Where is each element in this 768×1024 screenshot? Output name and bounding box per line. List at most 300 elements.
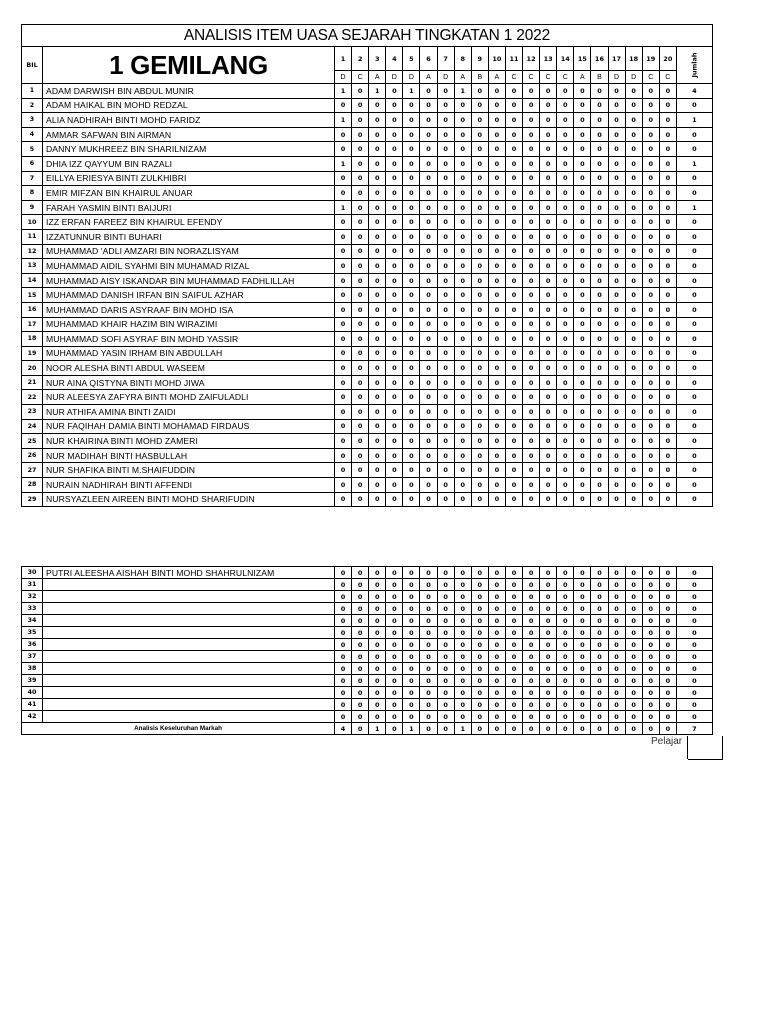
score-cell: 0	[420, 448, 437, 463]
score-cell: 0	[369, 98, 386, 113]
student-name: NUR SHAFIKA BINTI M.SHAIFUDDIN	[43, 463, 335, 478]
student-name	[43, 687, 335, 699]
row-number: 7	[22, 171, 43, 186]
question-number: 15	[574, 47, 591, 71]
score-cell: 0	[369, 244, 386, 259]
score-cell: 0	[437, 142, 454, 157]
score-cell: 0	[454, 229, 471, 244]
score-cell: 0	[352, 273, 369, 288]
answer-key: D	[403, 71, 420, 84]
student-name: NUR AINA QISTYNA BINTI MOHD JIWA	[43, 375, 335, 390]
score-cell: 0	[369, 346, 386, 361]
question-number: 11	[505, 47, 522, 71]
score-cell: 0	[471, 302, 488, 317]
score-cell: 0	[369, 375, 386, 390]
score-cell: 0	[369, 463, 386, 478]
answer-key: C	[659, 71, 676, 84]
score-cell: 0	[454, 171, 471, 186]
score-cell: 0	[335, 627, 352, 639]
row-number: 31	[22, 579, 43, 591]
score-cell: 0	[386, 142, 403, 157]
score-cell: 0	[625, 405, 642, 420]
score-cell: 0	[591, 567, 608, 579]
score-cell: 0	[540, 302, 557, 317]
score-cell: 0	[403, 639, 420, 651]
score-cell: 0	[642, 579, 659, 591]
score-cell: 0	[523, 288, 540, 303]
score-cell: 0	[642, 127, 659, 142]
score-cell: 0	[420, 84, 437, 99]
score-cell: 0	[403, 478, 420, 493]
score-cell: 0	[352, 229, 369, 244]
score-cell: 0	[437, 346, 454, 361]
score-cell: 0	[352, 113, 369, 128]
score-cell: 0	[454, 244, 471, 259]
row-total: 0	[676, 434, 712, 449]
student-name: MUHAMMAD SOFI ASYRAF BIN MOHD YASSIR	[43, 332, 335, 347]
answer-key: C	[540, 71, 557, 84]
score-cell: 0	[625, 302, 642, 317]
score-cell: 0	[403, 711, 420, 723]
score-cell: 0	[574, 579, 591, 591]
score-cell: 0	[403, 405, 420, 420]
score-cell: 0	[454, 419, 471, 434]
score-cell: 0	[659, 591, 676, 603]
score-cell: 0	[523, 317, 540, 332]
table-row	[22, 463, 713, 478]
table-row	[22, 627, 713, 639]
score-cell: 0	[437, 675, 454, 687]
student-name: ALIA NADHIRAH BINTI MOHD FARIDZ	[43, 113, 335, 128]
score-cell: 0	[471, 186, 488, 201]
score-cell: 0	[505, 113, 522, 128]
score-cell: 0	[591, 699, 608, 711]
student-name: MUHAMMAD AISY ISKANDAR BIN MUHAMMAD FADHLILLAH	[43, 273, 335, 288]
score-cell: 0	[420, 603, 437, 615]
score-cell: 0	[608, 98, 625, 113]
score-cell: 0	[403, 156, 420, 171]
score-cell: 0	[369, 699, 386, 711]
score-cell: 0	[335, 663, 352, 675]
summary-score: 0	[608, 723, 625, 735]
question-number: 4	[386, 47, 403, 71]
score-cell: 0	[574, 156, 591, 171]
score-cell: 0	[437, 687, 454, 699]
question-number: 8	[454, 47, 471, 71]
score-cell: 0	[454, 127, 471, 142]
score-cell: 0	[557, 419, 574, 434]
score-cell: 0	[420, 615, 437, 627]
score-cell: 0	[574, 663, 591, 675]
answer-key: C	[557, 71, 574, 84]
score-cell: 0	[625, 244, 642, 259]
score-cell: 0	[386, 361, 403, 376]
score-cell: 0	[403, 200, 420, 215]
score-cell: 0	[437, 288, 454, 303]
score-cell: 0	[437, 361, 454, 376]
score-cell: 0	[540, 229, 557, 244]
score-cell: 0	[608, 405, 625, 420]
score-cell: 0	[352, 346, 369, 361]
score-cell: 0	[488, 579, 505, 591]
score-cell: 0	[557, 346, 574, 361]
score-cell: 0	[403, 434, 420, 449]
table-row	[22, 288, 713, 303]
score-cell: 0	[505, 591, 522, 603]
score-cell: 0	[540, 346, 557, 361]
row-total: 0	[676, 675, 712, 687]
score-cell: 0	[454, 711, 471, 723]
score-cell: 0	[386, 288, 403, 303]
score-cell: 0	[608, 317, 625, 332]
score-cell: 0	[352, 567, 369, 579]
row-number: 19	[22, 346, 43, 361]
score-cell: 0	[642, 390, 659, 405]
score-cell: 0	[591, 98, 608, 113]
score-cell: 0	[540, 711, 557, 723]
score-cell: 0	[369, 317, 386, 332]
score-cell: 0	[557, 288, 574, 303]
score-cell: 0	[454, 332, 471, 347]
row-number: 23	[22, 405, 43, 420]
score-cell: 0	[659, 651, 676, 663]
score-cell: 0	[454, 687, 471, 699]
score-cell: 0	[352, 200, 369, 215]
score-cell: 0	[505, 332, 522, 347]
score-cell: 0	[505, 687, 522, 699]
score-cell: 0	[523, 346, 540, 361]
score-cell: 0	[420, 639, 437, 651]
score-cell: 0	[437, 302, 454, 317]
student-name	[43, 663, 335, 675]
score-cell: 0	[659, 627, 676, 639]
score-cell: 0	[523, 591, 540, 603]
score-cell: 0	[557, 492, 574, 507]
score-cell: 0	[659, 215, 676, 230]
score-cell: 0	[523, 579, 540, 591]
score-cell: 0	[420, 390, 437, 405]
score-cell: 0	[488, 567, 505, 579]
score-cell: 0	[523, 273, 540, 288]
score-cell: 0	[505, 229, 522, 244]
score-cell: 0	[540, 200, 557, 215]
score-cell: 0	[540, 663, 557, 675]
score-cell: 0	[437, 478, 454, 493]
score-cell: 0	[625, 567, 642, 579]
score-cell: 0	[574, 171, 591, 186]
score-cell: 0	[454, 591, 471, 603]
row-total: 0	[676, 302, 712, 317]
student-name: MUHAMMAD AIDIL SYAHMI BIN MUHAMAD RIZAL	[43, 259, 335, 274]
score-cell: 0	[540, 567, 557, 579]
score-cell: 0	[420, 142, 437, 157]
score-cell: 0	[471, 603, 488, 615]
score-cell: 0	[574, 639, 591, 651]
score-cell: 0	[488, 127, 505, 142]
score-cell: 0	[574, 244, 591, 259]
row-number: 20	[22, 361, 43, 376]
score-cell: 0	[471, 615, 488, 627]
score-cell: 0	[659, 478, 676, 493]
score-cell: 0	[642, 317, 659, 332]
row-total: 0	[676, 142, 712, 157]
score-cell: 0	[574, 627, 591, 639]
row-number: 21	[22, 375, 43, 390]
score-cell: 0	[403, 259, 420, 274]
row-number: 11	[22, 229, 43, 244]
score-cell: 0	[625, 98, 642, 113]
score-cell: 0	[608, 615, 625, 627]
score-cell: 0	[557, 405, 574, 420]
table-row	[22, 434, 713, 449]
score-cell: 0	[352, 317, 369, 332]
score-cell: 0	[369, 127, 386, 142]
score-cell: 0	[471, 448, 488, 463]
score-cell: 0	[540, 651, 557, 663]
score-cell: 0	[437, 579, 454, 591]
student-name	[43, 579, 335, 591]
score-cell: 0	[557, 244, 574, 259]
score-cell: 0	[642, 567, 659, 579]
score-cell: 0	[574, 405, 591, 420]
score-cell: 0	[471, 699, 488, 711]
question-number: 20	[659, 47, 676, 71]
score-cell: 0	[488, 615, 505, 627]
student-name	[43, 699, 335, 711]
score-cell: 0	[335, 288, 352, 303]
score-cell: 0	[574, 346, 591, 361]
score-cell: 0	[557, 579, 574, 591]
score-cell: 0	[608, 215, 625, 230]
score-cell: 0	[420, 113, 437, 128]
score-cell: 0	[352, 434, 369, 449]
score-cell: 0	[574, 200, 591, 215]
score-cell: 0	[386, 375, 403, 390]
score-cell: 0	[437, 591, 454, 603]
table-row	[22, 687, 713, 699]
score-cell: 0	[591, 651, 608, 663]
question-number: 16	[591, 47, 608, 71]
score-cell: 0	[471, 663, 488, 675]
score-cell: 0	[659, 98, 676, 113]
score-cell: 0	[642, 229, 659, 244]
score-cell: 0	[403, 98, 420, 113]
score-cell: 0	[488, 302, 505, 317]
score-cell: 0	[540, 603, 557, 615]
student-name: IZZATUNNUR BINTI BUHARI	[43, 229, 335, 244]
score-cell: 0	[386, 405, 403, 420]
score-cell: 0	[608, 567, 625, 579]
score-cell: 0	[523, 375, 540, 390]
score-cell: 0	[352, 361, 369, 376]
score-cell: 0	[659, 639, 676, 651]
jumlah-header	[676, 47, 712, 84]
score-cell: 0	[403, 273, 420, 288]
score-cell: 0	[625, 215, 642, 230]
score-cell: 0	[454, 98, 471, 113]
score-cell: 0	[659, 663, 676, 675]
score-cell: 0	[386, 215, 403, 230]
score-cell: 0	[488, 478, 505, 493]
score-cell: 0	[335, 375, 352, 390]
score-cell: 0	[437, 375, 454, 390]
row-total: 0	[676, 492, 712, 507]
score-cell: 0	[335, 639, 352, 651]
score-cell: 0	[352, 186, 369, 201]
table-row	[22, 579, 713, 591]
score-cell: 0	[505, 259, 522, 274]
score-cell: 0	[437, 113, 454, 128]
row-number: 41	[22, 699, 43, 711]
score-cell: 1	[403, 84, 420, 99]
score-cell: 0	[557, 259, 574, 274]
score-cell: 0	[488, 215, 505, 230]
table-row	[22, 405, 713, 420]
score-cell: 0	[540, 627, 557, 639]
student-name	[43, 627, 335, 639]
score-cell: 0	[454, 405, 471, 420]
score-cell: 0	[557, 699, 574, 711]
row-number: 28	[22, 478, 43, 493]
score-cell: 0	[642, 711, 659, 723]
score-cell: 0	[369, 627, 386, 639]
score-cell: 0	[591, 273, 608, 288]
score-cell: 0	[557, 84, 574, 99]
score-cell: 0	[420, 288, 437, 303]
score-cell: 0	[471, 346, 488, 361]
score-cell: 0	[557, 215, 574, 230]
score-cell: 0	[335, 492, 352, 507]
score-cell: 0	[591, 711, 608, 723]
score-cell: 0	[386, 675, 403, 687]
score-cell: 0	[659, 127, 676, 142]
score-cell: 0	[523, 651, 540, 663]
question-number: 2	[352, 47, 369, 71]
summary-score: 0	[625, 723, 642, 735]
score-cell: 0	[403, 390, 420, 405]
score-cell: 0	[523, 215, 540, 230]
score-cell: 0	[420, 651, 437, 663]
score-cell: 0	[369, 434, 386, 449]
score-cell: 0	[471, 259, 488, 274]
score-cell: 0	[574, 361, 591, 376]
row-number: 27	[22, 463, 43, 478]
score-cell: 0	[625, 463, 642, 478]
score-cell: 0	[625, 127, 642, 142]
score-cell: 0	[625, 84, 642, 99]
score-cell: 0	[335, 434, 352, 449]
score-cell: 0	[335, 567, 352, 579]
score-cell: 0	[437, 711, 454, 723]
score-cell: 0	[540, 84, 557, 99]
score-cell: 0	[471, 591, 488, 603]
score-cell: 0	[488, 273, 505, 288]
score-cell: 0	[403, 186, 420, 201]
score-cell: 0	[540, 699, 557, 711]
score-cell: 0	[352, 244, 369, 259]
score-cell: 0	[523, 127, 540, 142]
score-cell: 0	[386, 259, 403, 274]
score-cell: 0	[608, 687, 625, 699]
score-cell: 0	[642, 215, 659, 230]
bil-header: BIL	[22, 47, 43, 84]
row-number: 34	[22, 615, 43, 627]
row-number: 38	[22, 663, 43, 675]
score-cell: 0	[540, 675, 557, 687]
score-cell: 0	[540, 332, 557, 347]
score-cell: 0	[557, 186, 574, 201]
score-cell: 0	[454, 603, 471, 615]
score-cell: 0	[403, 375, 420, 390]
score-cell: 0	[454, 478, 471, 493]
score-cell: 0	[369, 567, 386, 579]
score-cell: 0	[625, 663, 642, 675]
summary-score: 1	[454, 723, 471, 735]
row-number: 8	[22, 186, 43, 201]
score-cell: 0	[352, 579, 369, 591]
score-cell: 0	[557, 448, 574, 463]
student-name: NUR ATHIFA AMINA BINTI ZAIDI	[43, 405, 335, 420]
score-cell: 0	[591, 478, 608, 493]
score-cell: 0	[437, 615, 454, 627]
score-cell: 0	[557, 434, 574, 449]
row-total: 4	[676, 84, 712, 99]
score-cell: 0	[642, 419, 659, 434]
student-name	[43, 711, 335, 723]
row-total: 0	[676, 171, 712, 186]
row-total: 1	[676, 113, 712, 128]
score-cell: 0	[523, 448, 540, 463]
table-row	[22, 675, 713, 687]
score-cell: 0	[488, 229, 505, 244]
score-cell: 0	[420, 186, 437, 201]
score-cell: 0	[437, 229, 454, 244]
score-cell: 0	[471, 639, 488, 651]
score-cell: 0	[608, 302, 625, 317]
score-cell: 0	[437, 405, 454, 420]
summary-label: Analisis Keseluruhan Markah	[22, 723, 335, 735]
score-cell: 0	[403, 591, 420, 603]
score-cell: 0	[386, 317, 403, 332]
answer-key: B	[471, 71, 488, 84]
score-cell: 0	[454, 699, 471, 711]
question-number: 17	[608, 47, 625, 71]
score-cell: 0	[403, 651, 420, 663]
score-cell: 0	[625, 434, 642, 449]
score-cell: 0	[335, 603, 352, 615]
score-cell: 0	[437, 651, 454, 663]
score-cell: 0	[420, 215, 437, 230]
table-row	[22, 639, 713, 651]
score-cell: 0	[625, 492, 642, 507]
score-cell: 0	[488, 200, 505, 215]
score-cell: 0	[471, 675, 488, 687]
score-cell: 0	[608, 156, 625, 171]
score-cell: 0	[420, 567, 437, 579]
score-cell: 0	[420, 302, 437, 317]
student-name: NUR KHAIRINA BINTI MOHD ZAMERI	[43, 434, 335, 449]
score-cell: 0	[557, 332, 574, 347]
score-cell: 0	[523, 84, 540, 99]
score-cell: 0	[505, 171, 522, 186]
score-cell: 0	[523, 615, 540, 627]
row-number: 24	[22, 419, 43, 434]
row-total: 0	[676, 711, 712, 723]
score-cell: 0	[659, 567, 676, 579]
score-cell: 0	[557, 113, 574, 128]
score-cell: 0	[403, 675, 420, 687]
score-cell: 0	[454, 113, 471, 128]
